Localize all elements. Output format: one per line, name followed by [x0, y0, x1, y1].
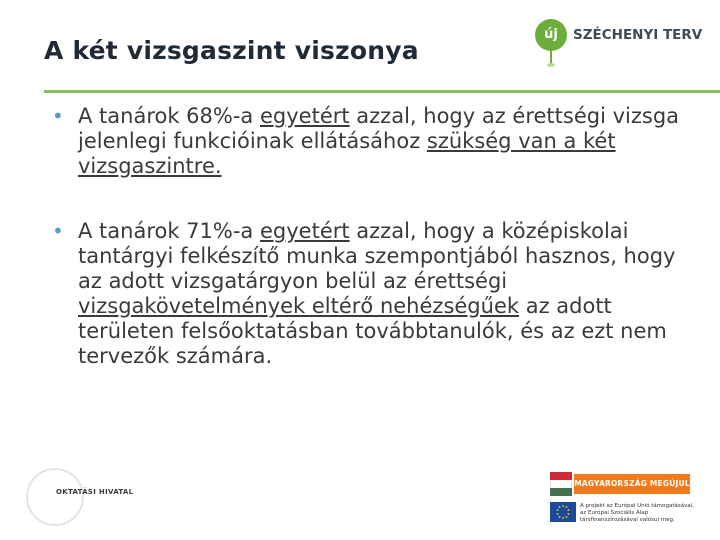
oktatasi-hivatal-logo [26, 468, 156, 528]
underlined-run: szükség van a két vizsgaszintre. [78, 129, 616, 178]
banner-text: MAGYARORSZÁG MEGÚJUL [574, 474, 690, 494]
eu-flag-icon [550, 502, 576, 522]
bullet-text [78, 219, 675, 368]
bullet-icon: • [52, 104, 64, 128]
eu-funding-text [580, 503, 694, 524]
uj-pin-icon: új [535, 19, 567, 51]
logo-brand-text: SZÉCHENYI TERV [573, 27, 703, 43]
eu-line: társfinanszírozásával valósul meg. [580, 517, 675, 523]
underlined-run: egyetért [259, 219, 350, 243]
text-run: A tanárok 68%-a [78, 104, 260, 128]
text-run: azzal, hogy a középiskolai tantárgyi felkészítő munka szempontjából hasznos, hogy az adott vizsgatárgyon belül az érettségi [78, 219, 676, 293]
eu-line: A projekt az Európai Unió támogatásával, [580, 503, 695, 509]
bullet-text [78, 104, 679, 178]
text-run: azzal, hogy az érettségi vizsga jelenlegi funkcióinak ellátásához [78, 104, 680, 153]
hungarian-flag-icon [550, 472, 572, 496]
pin-shadow [547, 63, 555, 67]
bullet-item [52, 219, 692, 369]
title-divider [44, 90, 720, 93]
logo-name-text: OKTATÁSI HIVATAL [56, 488, 134, 496]
eu-funding-logos [550, 472, 695, 528]
bullet-icon: • [52, 219, 64, 243]
slide-body [52, 104, 692, 409]
text-run: az adott területen felsőoktatásban továbbtanulók, és az ezt nem tervezők számára. [78, 294, 667, 368]
szechenyi-terv-logo [535, 17, 715, 69]
text-run: A tanárok 71%-a [78, 219, 260, 243]
page-title: A két vizsgaszint viszonya [44, 36, 419, 65]
logo-arc [26, 468, 84, 526]
eu-line: az Európai Szociális Alap [580, 510, 649, 516]
bullet-item [52, 104, 692, 179]
pin-tail [550, 50, 552, 64]
underlined-run: egyetért [259, 104, 350, 128]
underlined-run: vizsgakövetelmények eltérő nehézségűek [78, 294, 520, 318]
